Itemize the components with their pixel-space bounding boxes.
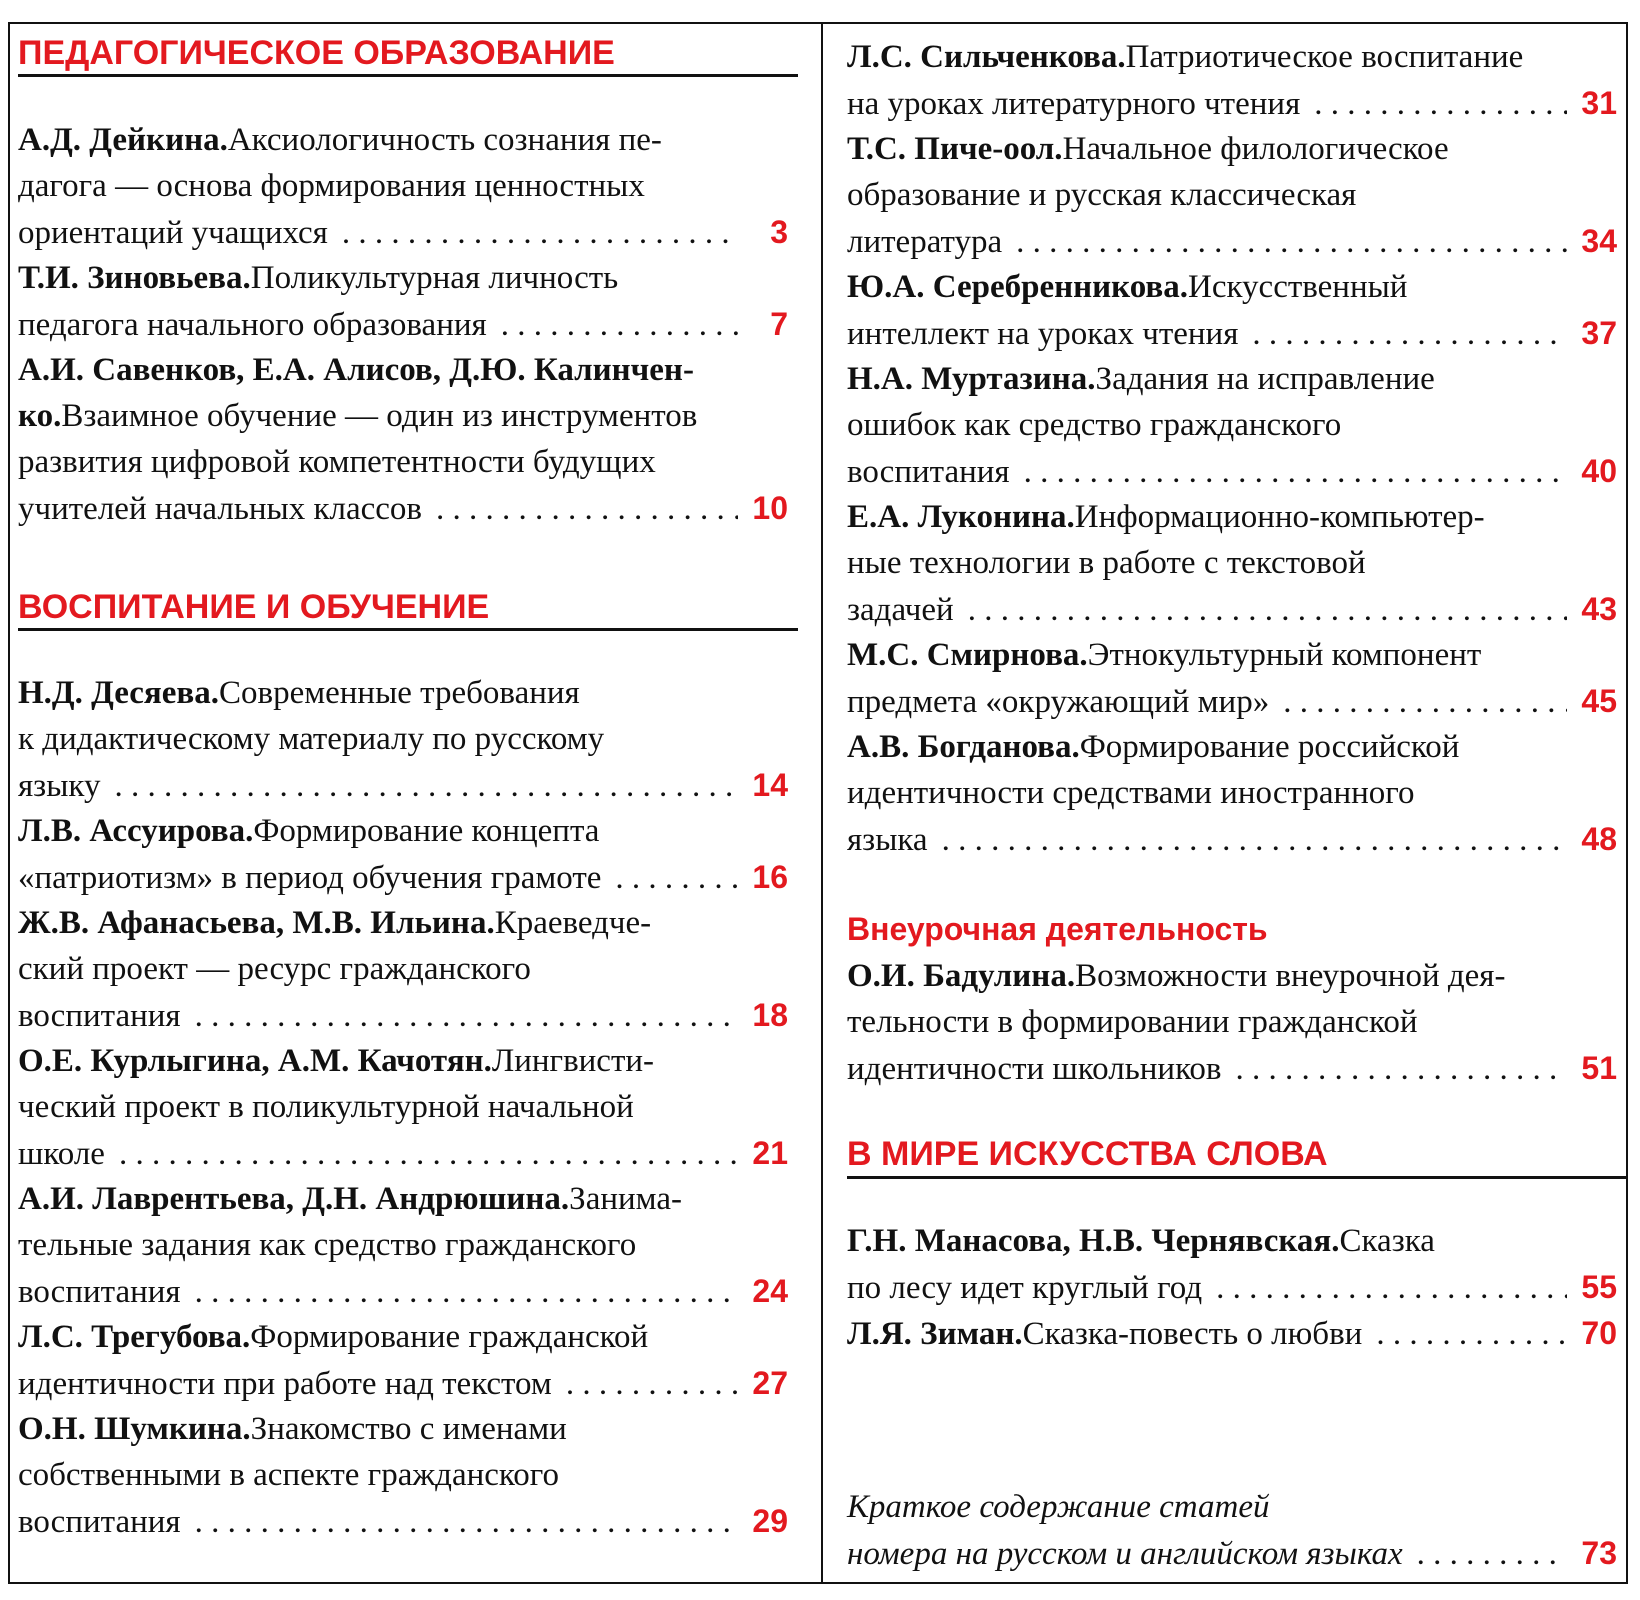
- toc-entry[interactable]: [18, 1406, 788, 1544]
- dot-leader: [114, 763, 738, 809]
- title-text: Взаимное обучение — один из инструментов: [61, 398, 698, 434]
- title-text: ский проект — ресурс гражданского: [18, 951, 531, 987]
- title-text: Знакомство с именами: [250, 1411, 567, 1447]
- title-text: предмета «окружающий мир»: [847, 684, 1270, 720]
- page-number: 24: [752, 1273, 788, 1309]
- title-text: воспитания: [847, 454, 1010, 490]
- title-text: тельности в формировании гражданской: [847, 1004, 1418, 1040]
- title-text: на уроках литературного чтения: [847, 86, 1301, 122]
- dot-leader: [566, 1361, 738, 1407]
- page-number: 10: [752, 490, 788, 526]
- dot-leader: [1417, 1531, 1567, 1577]
- title-text: ошибок как средство гражданского: [847, 407, 1342, 443]
- author: Ю.А. Серебренникова.: [847, 269, 1188, 305]
- toc-entry[interactable]: [18, 347, 788, 531]
- page-number: 51: [1581, 1050, 1617, 1086]
- author: А.Д. Дейкина.: [18, 122, 228, 158]
- title-text: Сказка: [1339, 1223, 1435, 1259]
- title-text: Возможности внеурочной дея-: [1075, 958, 1506, 994]
- page-number: 55: [1581, 1269, 1617, 1305]
- dot-leader: [1024, 449, 1567, 495]
- title-text: Начальное филологическое: [1062, 131, 1449, 167]
- page-number: 70: [1581, 1315, 1617, 1351]
- toc-entry[interactable]: [847, 953, 1617, 1091]
- author: Ж.В. Афанасьева, М.В. Ильина.: [18, 905, 495, 941]
- title-text: воспитания: [18, 1274, 181, 1310]
- dot-leader: [1216, 1265, 1567, 1311]
- author: О.Е. Курлыгина, А.М. Качотян.: [18, 1043, 492, 1079]
- title-text: идентичности средствами иностранного: [847, 775, 1415, 811]
- toc-entry[interactable]: [18, 1176, 788, 1314]
- section-rule: [18, 74, 798, 77]
- author: Л.С. Трегубова.: [18, 1319, 251, 1355]
- dot-leader: [119, 1131, 738, 1177]
- author: Т.И. Зиновьева.: [18, 260, 251, 296]
- page-number: 18: [752, 997, 788, 1033]
- toc-entry[interactable]: [18, 1038, 788, 1176]
- dot-leader: [942, 817, 1567, 863]
- dot-leader: [342, 210, 738, 256]
- title-text: Современные требования: [219, 675, 580, 711]
- title-text: дагога — основа формирования ценностных: [18, 168, 645, 204]
- toc-entry[interactable]: [18, 900, 788, 1038]
- title-text: Поликультурная личность: [250, 260, 619, 296]
- section-rule: [847, 1176, 1628, 1179]
- dot-leader: [615, 855, 738, 901]
- page-number: 34: [1581, 223, 1617, 259]
- title-text: Формирование концепта: [253, 813, 600, 849]
- toc-entry[interactable]: [847, 356, 1617, 494]
- toc-entry[interactable]: [847, 632, 1617, 724]
- title-text: ные технологии в работе с текстовой: [847, 545, 1366, 581]
- page-number: 31: [1581, 85, 1617, 121]
- section-heading: ВОСПИТАНИЕ И ОБУЧЕНИЕ: [18, 588, 490, 626]
- author: Е.А. Луконина.: [847, 499, 1075, 535]
- author: А.В. Богданова.: [847, 729, 1080, 765]
- title-text: школе: [18, 1136, 105, 1172]
- toc-entry[interactable]: [18, 117, 788, 255]
- dot-leader: [1283, 679, 1567, 725]
- toc-entry[interactable]: [847, 1218, 1617, 1310]
- toc-entry[interactable]: [847, 264, 1617, 356]
- page-number: 40: [1581, 453, 1617, 489]
- author: О.И. Бадулина.: [847, 958, 1076, 994]
- title-text: Сказка-повесть о любви: [1022, 1316, 1363, 1352]
- toc-entry[interactable]: [847, 126, 1617, 264]
- author: О.Н. Шумкина.: [18, 1411, 251, 1447]
- title-text: ческий проект в поликультурной начальной: [18, 1089, 634, 1125]
- title-text: идентичности при работе над текстом: [18, 1366, 552, 1402]
- title-text: тельные задания как средство гражданского: [18, 1227, 637, 1263]
- summary-entry[interactable]: [847, 1484, 1617, 1576]
- title-text: языку: [18, 768, 101, 804]
- toc-entry[interactable]: [18, 808, 788, 900]
- title-text: развития цифровой компетентности будущих: [18, 444, 656, 480]
- title-text: литература: [847, 224, 1003, 260]
- title-text: Информационно-компьютер-: [1074, 499, 1485, 535]
- toc-entry[interactable]: [847, 494, 1617, 632]
- page-number: 3: [770, 214, 788, 250]
- page-number: 21: [752, 1135, 788, 1171]
- page-number: 29: [752, 1503, 788, 1539]
- title-text: Задания на исправление: [1095, 361, 1435, 397]
- dot-leader: [1016, 219, 1567, 265]
- toc-entry[interactable]: [847, 724, 1617, 862]
- title-text: Формирование гражданской: [250, 1319, 649, 1355]
- title-text: Искусственный: [1188, 269, 1408, 305]
- summary-text: номера на русском и английском языках: [847, 1536, 1403, 1572]
- page-number: 16: [752, 859, 788, 895]
- title-text: образование и русская классическая: [847, 177, 1357, 213]
- title-text: Аксиологичность сознания пе-: [227, 122, 662, 158]
- section-heading: В МИРЕ ИСКУССТВА СЛОВА: [847, 1135, 1328, 1173]
- page-number: 48: [1581, 821, 1617, 857]
- title-text: педагога начального образования: [18, 307, 487, 343]
- dot-leader: [195, 993, 738, 1039]
- title-text: языка: [847, 822, 928, 858]
- column-divider: [821, 22, 823, 1584]
- title-text: учителей начальных классов: [18, 491, 422, 527]
- dot-leader: [1376, 1311, 1567, 1357]
- author: М.С. Смирнова.: [847, 637, 1088, 673]
- author: Г.Н. Манасова, Н.В. Чернявская.: [847, 1223, 1340, 1259]
- dot-leader: [968, 587, 1567, 633]
- author: А.И. Лаврентьева, Д.Н. Андрюшина.: [18, 1181, 570, 1217]
- title-text: собственными в аспекте гражданского: [18, 1457, 559, 1493]
- toc-entry[interactable]: [847, 1310, 1617, 1356]
- title-text: Краеведче-: [494, 905, 652, 941]
- title-text: Патриотическое воспитание: [1125, 39, 1524, 75]
- dot-leader: [195, 1499, 738, 1545]
- page-number: 27: [752, 1365, 788, 1401]
- author: Л.Я. Зиман.: [847, 1316, 1023, 1352]
- subsection-heading: Внеурочная деятельность: [847, 911, 1268, 947]
- toc-entry[interactable]: [18, 670, 788, 808]
- dot-leader: [1236, 1046, 1567, 1092]
- title-text: воспитания: [18, 1504, 181, 1540]
- page-number: 45: [1581, 683, 1617, 719]
- toc-entry[interactable]: [18, 255, 788, 347]
- title-text: «патриотизм» в период обучения грамоте: [18, 860, 602, 896]
- dot-leader: [1314, 81, 1567, 127]
- dot-leader: [1252, 311, 1567, 357]
- section-heading: ПЕДАГОГИЧЕСКОЕ ОБРАЗОВАНИЕ: [18, 34, 615, 72]
- title-text: Лингвисти-: [491, 1043, 655, 1079]
- title-text: Формирование российской: [1079, 729, 1460, 765]
- author: Л.В. Ассуирова.: [18, 813, 254, 849]
- page-number: 14: [752, 767, 788, 803]
- dot-leader: [501, 302, 738, 348]
- author: А.И. Савенков, Е.А. Алисов, Д.Ю. Калинчен-: [18, 352, 694, 388]
- title-text: к дидактическому материалу по русскому: [18, 721, 605, 757]
- page-number: 73: [1581, 1535, 1617, 1571]
- title-text: воспитания: [18, 998, 181, 1034]
- author: ко.: [18, 398, 62, 434]
- title-text: по лесу идет круглый год: [847, 1270, 1203, 1306]
- section-rule: [18, 628, 798, 631]
- title-text: Этнокультурный компонент: [1087, 637, 1482, 673]
- author: Т.С. Пиче-оол.: [847, 131, 1063, 167]
- dot-leader: [195, 1269, 738, 1315]
- author: Н.Д. Десяева.: [18, 675, 219, 711]
- title-text: ориентаций учащихся: [18, 215, 328, 251]
- dot-leader: [436, 486, 738, 532]
- toc-entry[interactable]: [847, 34, 1617, 126]
- page-number: 37: [1581, 315, 1617, 351]
- page-number: 43: [1581, 591, 1617, 627]
- title-text: интеллект на уроках чтения: [847, 316, 1239, 352]
- author: Л.С. Сильченкова.: [847, 39, 1126, 75]
- title-text: Занима-: [569, 1181, 682, 1217]
- author: Н.А. Муртазина.: [847, 361, 1096, 397]
- summary-text: Краткое содержание статей: [847, 1489, 1270, 1525]
- page-number: 7: [770, 306, 788, 342]
- title-text: идентичности школьников: [847, 1051, 1222, 1087]
- title-text: задачей: [847, 592, 954, 628]
- toc-entry[interactable]: [18, 1314, 788, 1406]
